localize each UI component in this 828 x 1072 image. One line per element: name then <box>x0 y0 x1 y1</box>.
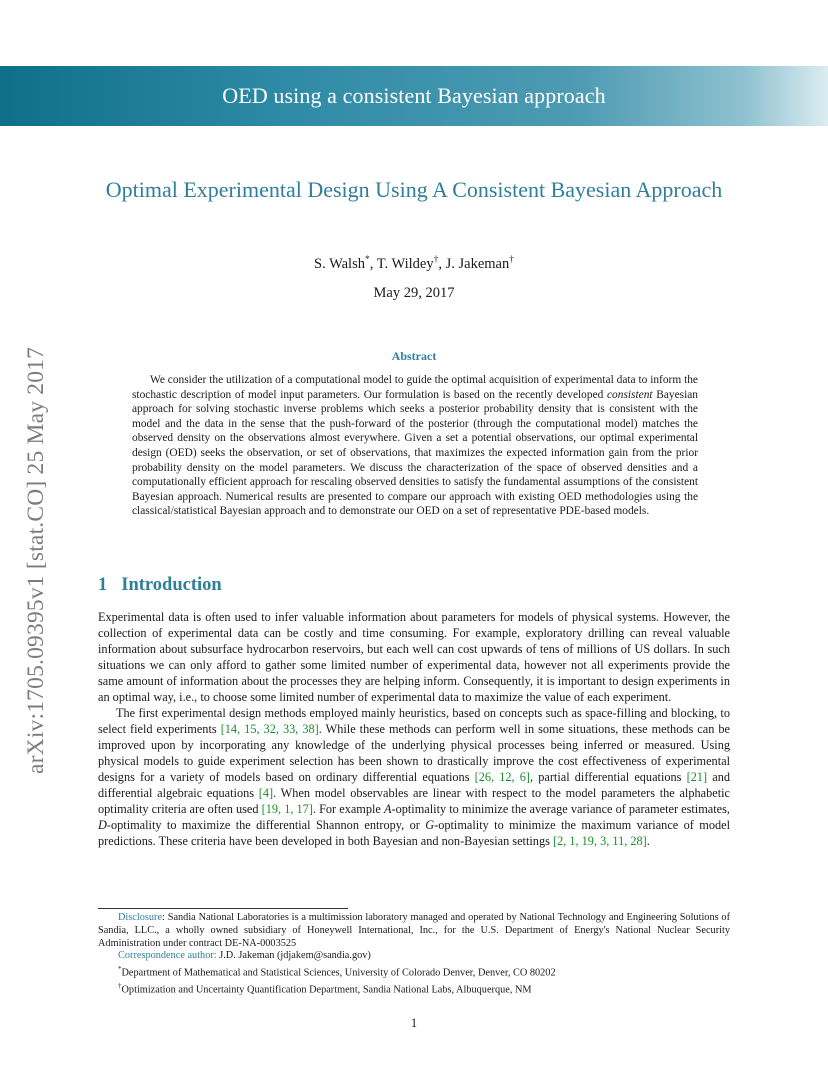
footnotes <box>98 912 730 998</box>
author-separator: , <box>438 255 446 272</box>
section-number: 1 <box>98 575 108 595</box>
abstract-heading: Abstract <box>391 349 437 363</box>
body-paragraph: Experimental data is often used to infer valuable information about parameters for models of physical systems. However, the collection of experimental data can be costly and time consuming. For example, exploratory drilling can reveal valuable information about subsurface hydrocarbon reservoirs, but each well can cost upwards of tens of millions of US dollars. In such situations we can only afford to gather some limited number of experimental data, however not all experiments provide the same amount of information about the processes they are helping inform. Consequently, it is important to design experiments in an optimal way, i.e., to choose some limited number of experimental data to maximize the value of each experiment. <box>98 610 730 704</box>
body-text-part: -optimality to minimize the maximum variance of model predictions. These criteria have been developed in both Bayesian and non-Bayesian settings <box>98 818 730 848</box>
body-text-part: , partial differential equations <box>530 770 687 784</box>
arxiv-stamp: arXiv:1705.09395v1 [stat.CO] 25 May 2017 <box>23 346 49 774</box>
footnote-affiliation <box>98 963 730 980</box>
italic-symbol: A <box>383 802 392 816</box>
italic-symbol: D <box>98 818 107 832</box>
author-separator: , <box>369 255 377 272</box>
section-title: Introduction <box>121 575 222 595</box>
body-text-part: The first experimental design methods employed mainly heuristics, based on concepts such as space-filling and blocking, to select field experiments <box>98 706 730 736</box>
author-mark: † <box>433 255 439 265</box>
body-text-part: . While these methods can perform well in some situations, these methods can be improved upon by incorporating any knowledge of the underlying physical processes being inferred or measured. Using physical models to guide experiment selection has been shown to drastically improve the cost effectiveness of experimental designs for a variety of models based on ordinary differential equations <box>98 722 730 784</box>
paper-title: Optimal Experimental Design Using A Consistent Bayesian Approach <box>105 177 723 202</box>
author-list <box>100 250 728 274</box>
body-text-part: and differential algebraic equations <box>98 770 730 800</box>
introduction-body <box>98 609 730 849</box>
body-text-part: . For example <box>312 802 384 816</box>
footnote-divider <box>98 908 348 909</box>
body-text-part: -optimality to maximize the differential Shannon entropy, or <box>106 818 426 832</box>
header-banner <box>0 66 828 126</box>
author-mark: † <box>509 255 514 265</box>
italic-symbol: G <box>425 818 435 832</box>
abstract-paragraph <box>132 373 698 519</box>
footnote-mark: † <box>118 982 122 991</box>
footnote-mark: * <box>118 965 122 974</box>
footnote-text: : Sandia National Laboratories is a multimission laboratory managed and operated by National Technology and Engineering Solutions of Sandia, LLC., a wholly owned subsidiary of Honeywell International, Inc., for the U.S. Department of Energy's National Nuclear Security Administration under contract DE-NA-0003525 <box>98 912 730 949</box>
body-paragraph <box>98 705 730 849</box>
footnote-label: Disclosure <box>118 912 163 923</box>
body-text-part: -optimality to minimize the average variance of parameter estimates, <box>391 802 730 816</box>
citation-link[interactable]: [2, 1, 19, 3, 11, 28] <box>552 834 647 848</box>
footnote-text: Optimization and Uncertainty Quantification Department, Sandia National Labs, Albuquerque, NM <box>121 984 532 996</box>
footnote-disclosure <box>98 912 730 950</box>
footnote-label: Correspondence author: <box>118 950 217 962</box>
citation-link[interactable]: [21] <box>686 770 708 784</box>
author-mark: * <box>364 255 370 265</box>
publication-date: May 29, 2017 <box>373 285 455 301</box>
citation-link[interactable]: [19, 1, 17] <box>261 802 313 816</box>
running-title: OED using a consistent Bayesian approach <box>222 83 606 108</box>
body-text-part: . When model observables are linear with respect to the model parameters the alphabetic optimality criteria are often used <box>98 786 730 816</box>
citation-link[interactable]: [26, 12, 6] <box>474 770 531 784</box>
footnote-correspondence <box>98 950 730 963</box>
abstract-text-part: We consider the utilization of a computational model to guide the optimal acquisition of experimental data to inform the stochastic description of model input parameters. Our formulation is based on the recently developed <box>132 374 698 401</box>
section-heading-introduction <box>98 574 222 596</box>
body-text-part: . <box>646 834 650 848</box>
author-name: S. Walsh <box>314 255 365 272</box>
footnote-affiliation <box>98 980 730 997</box>
citation-link[interactable]: [14, 15, 32, 33, 38] <box>220 722 319 736</box>
abstract-text <box>132 373 698 519</box>
author-name: T. Wildey <box>376 255 434 272</box>
footnote-text: J.D. Jakeman (jdjakem@sandia.gov) <box>216 950 371 962</box>
citation-link[interactable]: [4] <box>258 786 274 800</box>
page-number: 1 <box>410 1016 418 1030</box>
footnote-text: Department of Mathematical and Statistical Sciences, University of Colorado Denver, Denver, CO 80202 <box>121 967 556 979</box>
abstract-emphasis: consistent <box>607 388 653 401</box>
author-name: J. Jakeman <box>445 255 510 272</box>
abstract-text-part: Bayesian approach for solving stochastic inverse problems which seeks a posterior probability density that is consistent with the model and the data in the sense that the push-forward of the posterior (through the computational model) matches the observed density on the observations almost everywhere. Given a set a potential observations, our optimal experimental design (OED) seeks the observation, or set of observations, that maximizes the expected information gain from the prior probability density on the model parameters. We discuss the characterization of the space of observed densities and a computationally efficient approach for rescaling observed densities to satisfy the fundamental assumptions of the consistent Bayesian approach. Numerical results are presented to compare our approach with existing OED methodologies using the classical/statistical Bayesian approach and to demonstrate our OED on a set of representative PDE-based models. <box>132 388 698 518</box>
